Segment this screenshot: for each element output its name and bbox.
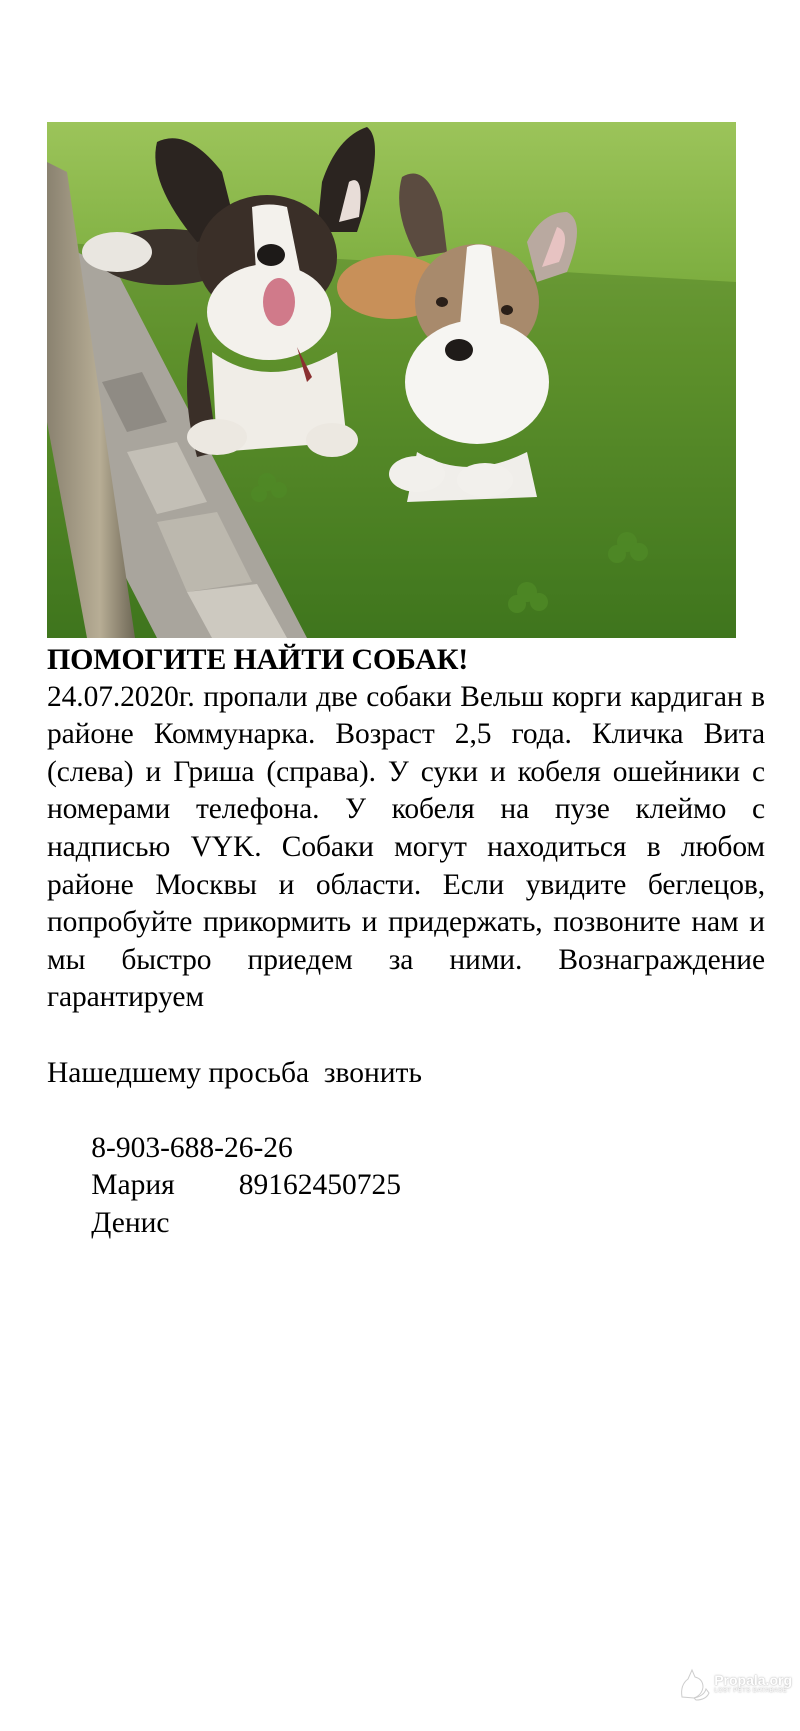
- contacts-block: [47, 1055, 765, 1281]
- poster-heading: ПОМОГИТЕ НАЙТИ СОБАК!: [47, 643, 469, 676]
- dog-cat-silhouette-icon: [676, 1667, 710, 1701]
- lost-dogs-photo: [47, 122, 736, 638]
- corgi-dogs-illustration: [47, 122, 736, 638]
- contact-name-denis: Денис: [91, 1206, 170, 1239]
- propala-watermark: [676, 1667, 792, 1701]
- poster-text: [47, 641, 765, 1280]
- contact-prompt: Нашедшему просьба звонить: [47, 1056, 422, 1089]
- watermark-title: Propala.org: [714, 1672, 792, 1688]
- contact-list: [47, 1092, 765, 1280]
- contact-name-maria: Мария: [91, 1169, 175, 1202]
- watermark-subtitle: LOST PETS DATABASE: [714, 1688, 788, 1694]
- contact-phone-denis[interactable]: 89162450725: [238, 1169, 401, 1202]
- poster-description: 24.07.2020г. пропали две собаки Вельш корги кардиган в районе Коммунарка. Возраст 2,5 года. Кличка Вита (слева) и Гриша (справа). У суки и кобеля ошейники с номерами телефона. У кобеля на пузе клеймо с надписью VYK. Собаки могут находиться в любом районе Москвы и области. Если увидите беглецов, попробуйте прикормить и придержать, позвоните нам и мы быстро приедем за ними. Вознаграждение гарантируем: [47, 680, 765, 1014]
- contact-phone-maria[interactable]: 8-903-688-26-26: [91, 1131, 293, 1164]
